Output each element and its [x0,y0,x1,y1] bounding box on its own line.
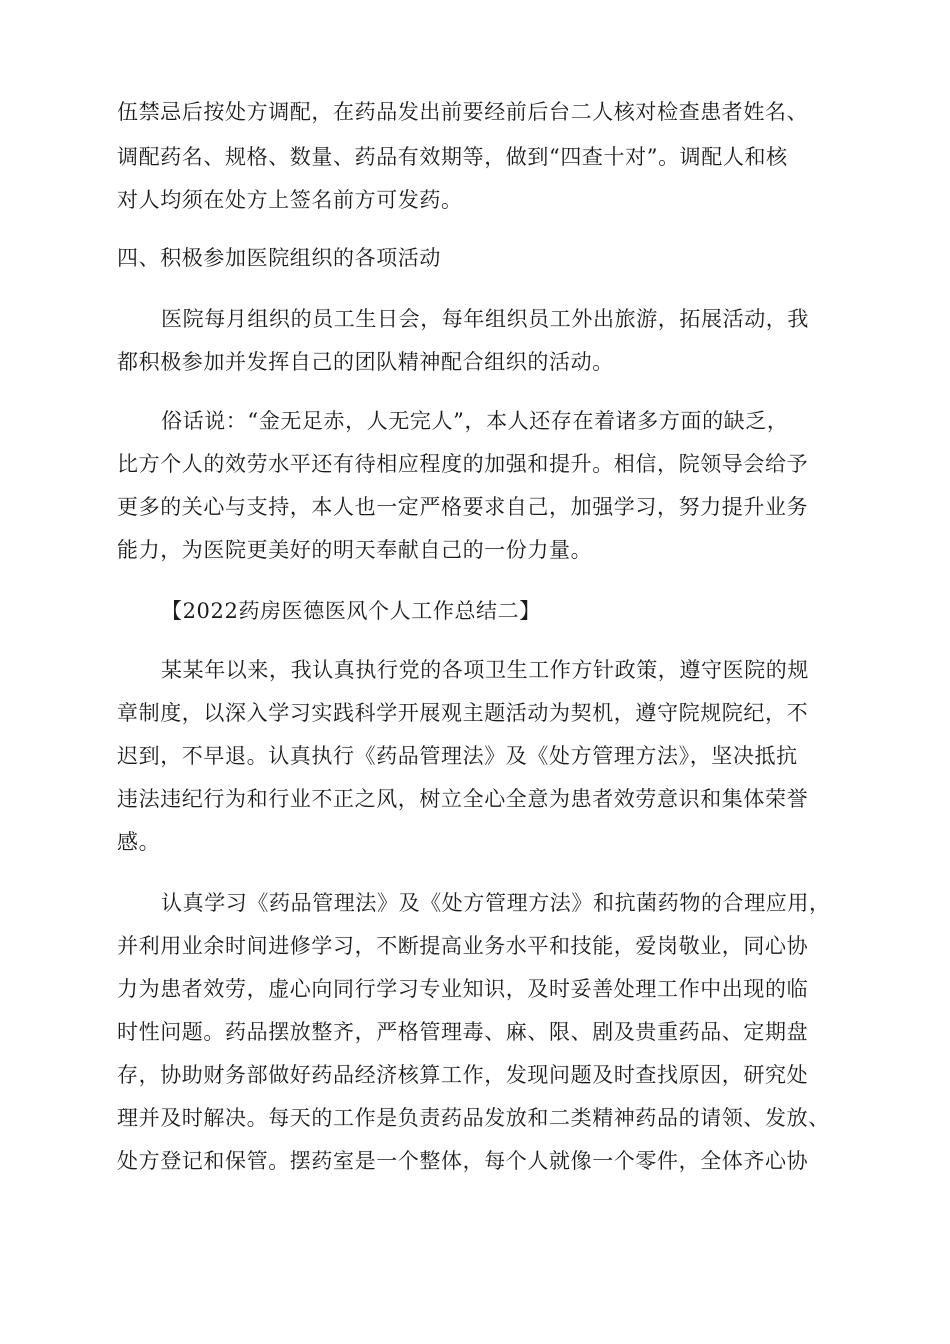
paragraph-6-line-4: 存，协助财务部做好药品经济核算工作，发现问题及时查找原因，研究处 [117,1063,809,1087]
paragraph-6-line-3: 时性问题。药品摆放整齐，严格管理毒、麻、限、剧及贵重药品、定期盘 [117,1020,809,1044]
paragraph-3-line-1: 比方个人的效劳水平还有待相应程度的加强和提升。相信，院领导会给予 [117,452,809,476]
paragraph-2-line-1: 都积极参加并发挥自己的团队精神配合组织的活动。 [117,350,614,374]
paragraph-6-line-0: 认真学习《药品管理法》及《处方管理方法》和抗菌药物的合理应用， [161,891,831,915]
paragraph-5-line-0: 某某年以来，我认真执行党的各项卫生工作方针政策，遵守医院的规 [161,658,809,682]
paragraph-0-line-1: 调配药名、规格、数量、药品有效期等，做到“四查十对”。调配人和核 [117,145,788,169]
paragraph-6-line-5: 理并及时解决。每天的工作是负责药品发放和二类精神药品的请领、发放、 [117,1106,830,1130]
paragraph-6-line-6: 处方登记和保管。摆药室是一个整体，每个人就像一个零件，全体齐心协 [117,1149,809,1173]
report-heading: 【2022药房医德医风个人工作总结二】 [161,599,541,623]
paragraph-5-line-2: 迟到，不早退。认真执行《药品管理法》及《处方管理方法》，坚决抵抗 [117,744,798,768]
paragraph-2-line-0: 医院每月组织的员工生日会，每年组织员工外出旅游，拓展活动，我 [161,307,809,331]
paragraph-5-line-1: 章制度，以深入学习实践科学开展观主题活动为契机，遵守院规院纪，不 [117,701,809,725]
paragraph-0-line-0: 伍禁忌后按处方调配，在药品发出前要经前后台二人核对检查患者姓名、 [117,100,809,124]
paragraph-3-line-2: 更多的关心与支持，本人也一定严格要求自己，加强学习，努力提升业务 [117,495,809,519]
paragraph-6-line-1: 并利用业余时间进修学习，不断提高业务水平和技能，爱岗敬业，同心协 [117,934,809,958]
paragraph-3-line-0: 俗话说：“金无足赤，人无完人”，本人还存在着诸多方面的缺乏， [161,409,789,433]
paragraph-6-line-2: 力为患者效劳，虚心向同行学习专业知识，及时妥善处理工作中出现的临 [117,977,809,1001]
paragraph-5-line-3: 违法违纪行为和行业不正之风，树立全心全意为患者效劳意识和集体荣誉 [117,787,809,811]
paragraph-0-line-2: 对人均须在处方上签名前方可发药。 [117,188,463,212]
paragraph-5-line-4: 感。 [117,830,161,854]
paragraph-3-line-3: 能力，为医院更美好的明天奉献自己的一份力量。 [117,538,593,562]
section-heading: 四、积极参加医院组织的各项活动 [117,246,441,270]
